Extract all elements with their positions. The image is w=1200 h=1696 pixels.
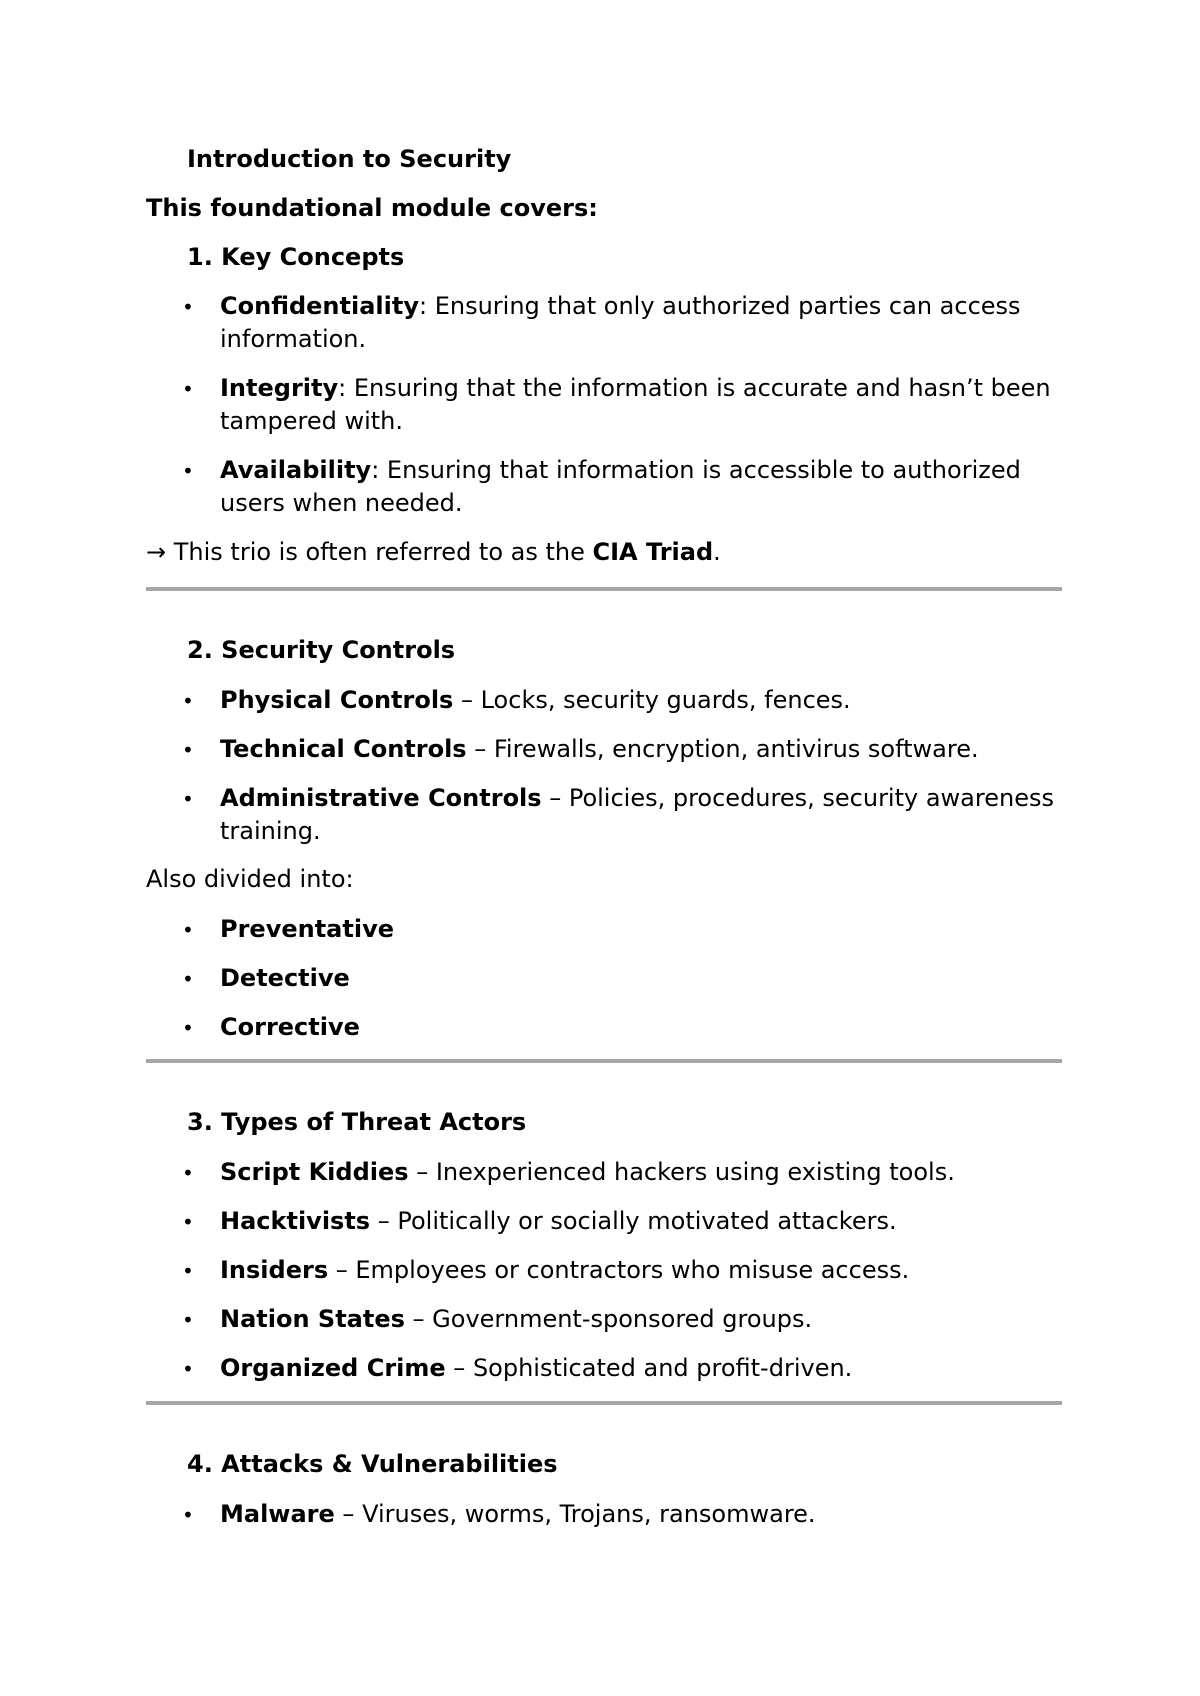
item-desc: Locks, security guards, fences. — [480, 686, 851, 714]
cia-triad-note: → This trio is often referred to as the CIA Triad. — [146, 538, 721, 566]
bullet-icon: • — [182, 295, 194, 319]
item-term: Physical Controls — [220, 686, 454, 714]
item-desc: Firewalls, encryption, antivirus software. — [493, 735, 979, 763]
document-title: Introduction to Security — [187, 145, 512, 173]
section3-heading: 3. Types of Threat Actors — [187, 1108, 527, 1136]
bullet-icon: • — [182, 1503, 194, 1527]
item-desc: Inexperienced hackers using existing tools. — [435, 1158, 955, 1186]
cia-triad-term: CIA Triad — [592, 538, 714, 566]
bullet-icon: • — [182, 1161, 194, 1185]
section4-heading: 4. Attacks & Vulnerabilities — [187, 1450, 558, 1478]
item-term: Availability — [220, 456, 372, 484]
item-term: Insiders — [220, 1256, 329, 1284]
bullet-icon: • — [182, 1210, 194, 1234]
bullet-icon: • — [182, 1308, 194, 1332]
section-divider — [146, 1401, 1062, 1405]
item-term: Script Kiddies — [220, 1158, 409, 1186]
item-term: Malware — [220, 1500, 335, 1528]
item-desc: Policies, procedures, security awareness training. — [220, 784, 1054, 845]
bullet-icon: • — [182, 1259, 194, 1283]
bullet-icon: • — [182, 918, 194, 942]
bullet-icon: • — [182, 787, 194, 811]
bullet-icon: • — [182, 377, 194, 401]
item-term: Administrative Controls — [220, 784, 542, 812]
item-term: Nation States — [220, 1305, 405, 1333]
bullet-icon: • — [182, 689, 194, 713]
item-desc: Viruses, worms, Trojans, ransomware. — [362, 1500, 816, 1528]
section2-heading: 2. Security Controls — [187, 636, 456, 664]
section-divider — [146, 1059, 1062, 1063]
item-desc: Ensuring that only authorized parties can access information. — [220, 292, 1021, 353]
control-category: Preventative — [220, 915, 394, 943]
item-desc: Ensuring that information is accessible to authorized users when needed. — [220, 456, 1021, 517]
control-category: Corrective — [220, 1013, 360, 1041]
item-term: Confidentiality — [220, 292, 419, 320]
item-desc: Ensuring that the information is accurate and hasn’t been tampered with. — [220, 374, 1051, 435]
section-divider — [146, 587, 1062, 591]
bullet-icon: • — [182, 967, 194, 991]
document-page: Introduction to Security This foundational module covers: 1. Key Concepts • Confidentiality: Ensuring that only authorized parties can access information. • Integrity: Ensuring that the information is accurate and hasn’t been tampered with. • Availability: Ensuring that information is accessible to authorized users when needed. → This trio is often referred to as the CIA Triad. 2. Security Controls • Physical Controls – Locks, security guards, fences. • Technical Controls – Firewalls, encryption, antivirus software. • Administrative Controls – Policies, procedures, security awareness training. Also divided into: • Preventative • Detective • Corrective 3. Types of Threat Actors • Script Kiddies – Inexperienced hackers using existing tools. • Hacktivists – Politically or socially motivated attackers. • Insiders – Employees or contractors who misuse access. • Nation States – Government-sponsored groups. • Organized Crime – Sophisticated and profit-driven. 4. Attacks & Vulnerabilities • Malware – Viruses, worms, Trojans, ransomware. — [0, 0, 1200, 1696]
item-desc: Politically or socially motivated attackers. — [397, 1207, 897, 1235]
item-desc: Government-sponsored groups. — [432, 1305, 813, 1333]
item-desc: Sophisticated and profit-driven. — [472, 1354, 853, 1382]
item-term: Organized Crime — [220, 1354, 446, 1382]
bullet-icon: • — [182, 459, 194, 483]
control-category: Detective — [220, 964, 350, 992]
bullet-icon: • — [182, 1016, 194, 1040]
bullet-icon: • — [182, 1357, 194, 1381]
intro-text: This foundational module covers: — [146, 194, 598, 222]
item-term: Integrity — [220, 374, 339, 402]
also-divided-label: Also divided into: — [146, 865, 354, 893]
item-term: Hacktivists — [220, 1207, 371, 1235]
item-desc: Employees or contractors who misuse access. — [355, 1256, 910, 1284]
section1-heading: 1. Key Concepts — [187, 243, 405, 271]
bullet-icon: • — [182, 738, 194, 762]
item-term: Technical Controls — [220, 735, 467, 763]
